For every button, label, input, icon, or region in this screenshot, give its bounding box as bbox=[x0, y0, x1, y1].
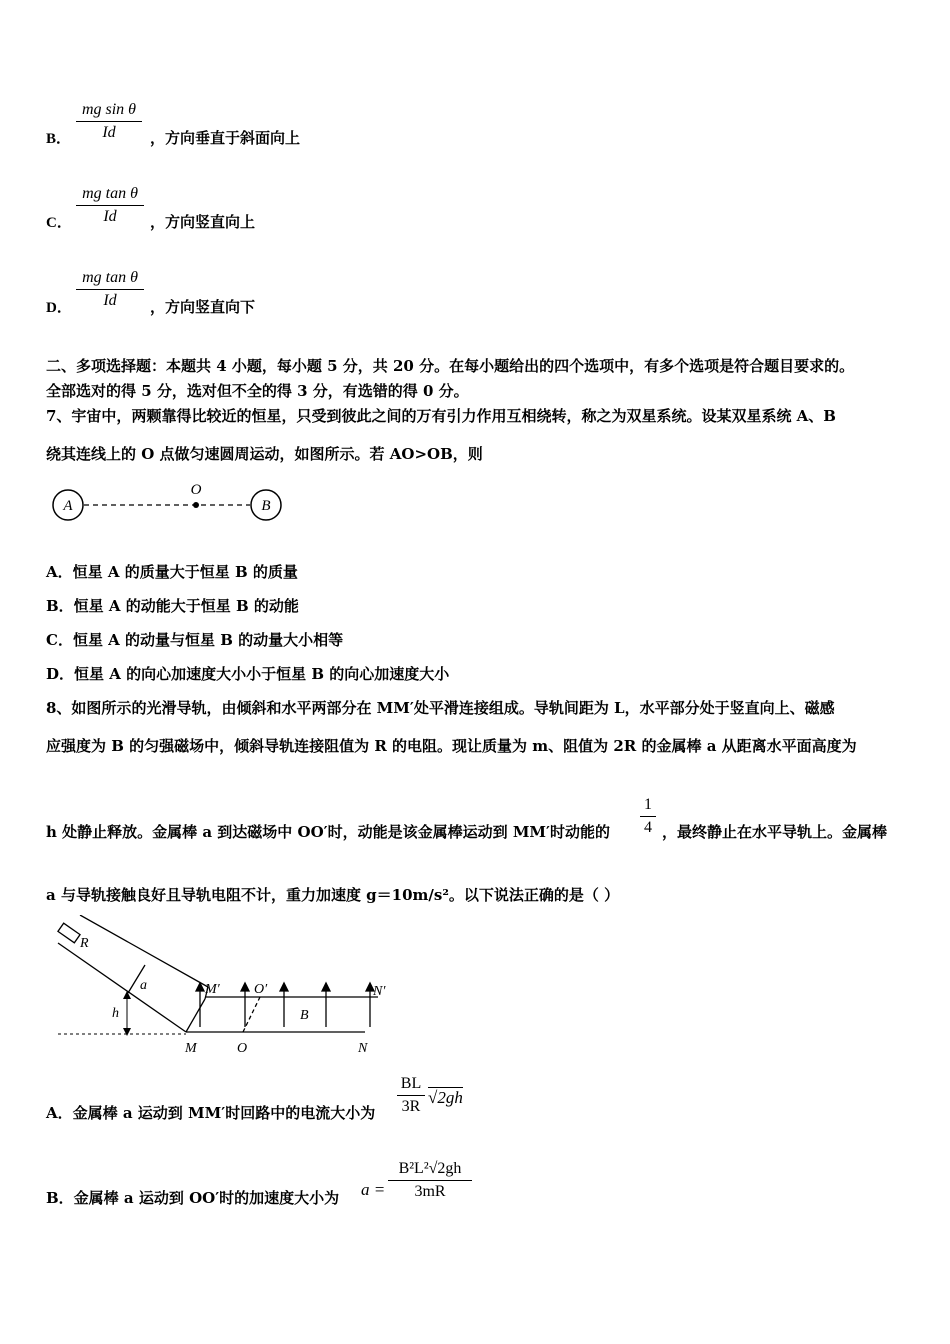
acceleration-fraction bbox=[388, 1160, 472, 1201]
point-o-dot bbox=[193, 502, 199, 508]
n-prime-label: N′ bbox=[373, 984, 386, 999]
resistor-box bbox=[58, 923, 80, 943]
q7-stem-line2: 绕其连线上的 O 点做匀速圆周运动，如图所示。若 AO>OB，则 bbox=[46, 445, 483, 463]
fraction-numerator: 1 bbox=[644, 796, 652, 813]
q7-option-d[interactable]: D．恒星 A 的向心加速度大小小于恒星 B 的向心加速度大小 bbox=[46, 665, 450, 683]
m-prime-label: M′ bbox=[205, 982, 220, 997]
acceleration-lhs: a = bbox=[361, 1180, 386, 1199]
option-text: ，方向竖直向上 bbox=[150, 213, 256, 231]
q8-stem-line4: a 与导轨接触良好且导轨电阻不计，重力加速度 g＝10m/s²。以下说法正确的是（ ） bbox=[46, 886, 620, 904]
rail-figure bbox=[50, 915, 400, 1060]
fraction-denominator: Id bbox=[102, 124, 116, 141]
q8-stem-line1: 8、如图所示的光滑导轨，由倾斜和水平两部分在 MM′处平滑连接组成。导轨间距为 L，水平部分处于竖直向上、磁感 bbox=[46, 699, 835, 717]
height-label: h bbox=[112, 1006, 119, 1021]
n-label: N bbox=[358, 1041, 368, 1056]
fraction-bar bbox=[640, 816, 656, 817]
rail-junction-mm bbox=[186, 999, 205, 1032]
q7-stem-line1: 7、宇宙中，两颗靠得比较近的恒星，只受到彼此之间的万有引力作用互相绕转，称之为双星系统。设某双星系统 A、B bbox=[46, 407, 836, 425]
fraction-denominator: 4 bbox=[644, 819, 652, 836]
one-quarter-fraction bbox=[640, 796, 656, 837]
fraction-denominator: 3mR bbox=[414, 1183, 446, 1200]
option-label: C． bbox=[46, 215, 72, 231]
fraction-numerator: mg tan θ bbox=[82, 185, 138, 202]
q7-option-b[interactable]: B．恒星 A 的动能大于恒星 B 的动能 bbox=[46, 597, 299, 615]
current-fraction bbox=[397, 1075, 425, 1116]
fraction-bar bbox=[388, 1180, 472, 1181]
q8-stem-line2: 应强度为 B 的匀强磁场中，倾斜导轨连接阻值为 R 的电阻。现让质量为 m、阻值为 2R 的金属棒 a 从距离水平面高度为 bbox=[46, 737, 857, 755]
q8-stem-line3b: ，最终静止在水平导轨上。金属棒 bbox=[662, 823, 888, 841]
fraction-numerator: BL bbox=[400, 1075, 422, 1092]
fraction-bar bbox=[76, 205, 144, 206]
q8-stem-line3a: h 处静止释放。金属棒 a 到达磁场中 OO′时，动能是该金属棒运动到 MM′时动能的 bbox=[46, 823, 610, 841]
fraction bbox=[76, 101, 142, 142]
section-heading: 二、多项选择题：本题共 4 小题，每小题 5 分，共 20 分。在每小题给出的四个选项中，有多个选项是符合题目要求的。 bbox=[46, 357, 855, 375]
star-b-label: B bbox=[261, 498, 271, 514]
incline-rail-upper bbox=[80, 915, 208, 987]
option-text: ，方向垂直于斜面向上 bbox=[150, 129, 301, 147]
bar-a-label: a bbox=[140, 978, 147, 993]
star-a-label: A bbox=[63, 498, 73, 514]
o-label: O bbox=[237, 1041, 248, 1056]
fraction-denominator: Id bbox=[103, 208, 117, 225]
point-o-label: O bbox=[190, 482, 202, 498]
fraction-numerator: mg sin θ bbox=[81, 101, 137, 118]
fraction bbox=[76, 269, 144, 310]
magnetic-field-arrows bbox=[196, 983, 374, 1027]
option-text: ，方向竖直向下 bbox=[150, 298, 256, 316]
q7-option-a[interactable]: A．恒星 A 的质量大于恒星 B 的质量 bbox=[46, 563, 298, 581]
sqrt-2gh: √2gh bbox=[428, 1088, 463, 1107]
m-label: M bbox=[185, 1041, 197, 1056]
option-label: B． bbox=[46, 131, 72, 147]
fraction-numerator: mg tan θ bbox=[82, 269, 138, 286]
fraction-numerator: B²L²√2gh bbox=[398, 1160, 462, 1177]
o-prime-label: O′ bbox=[254, 982, 268, 997]
binary-star-figure bbox=[46, 478, 296, 528]
resistor-label: R bbox=[80, 936, 89, 951]
fraction-bar bbox=[76, 121, 142, 122]
fraction-bar bbox=[397, 1095, 425, 1096]
section-scoring-note: 全部选对的得 5 分，选对但不全的得 3 分，有选错的得 0 分。 bbox=[46, 382, 469, 400]
fraction-bar bbox=[76, 289, 144, 290]
q8-option-a[interactable]: A．金属棒 a 运动到 MM′时回路中的电流大小为 bbox=[46, 1104, 376, 1122]
q7-option-c[interactable]: C．恒星 A 的动量与恒星 B 的动量大小相等 bbox=[46, 631, 344, 649]
fraction-denominator: 3R bbox=[401, 1098, 421, 1115]
incline-rail-lower bbox=[58, 943, 186, 1032]
q8-option-b[interactable]: B．金属棒 a 运动到 OO′时的加速度大小为 bbox=[46, 1189, 340, 1207]
field-b-label: B bbox=[300, 1008, 309, 1023]
fraction bbox=[76, 185, 144, 226]
fraction-denominator: Id bbox=[103, 292, 117, 309]
option-label: D． bbox=[46, 300, 72, 316]
